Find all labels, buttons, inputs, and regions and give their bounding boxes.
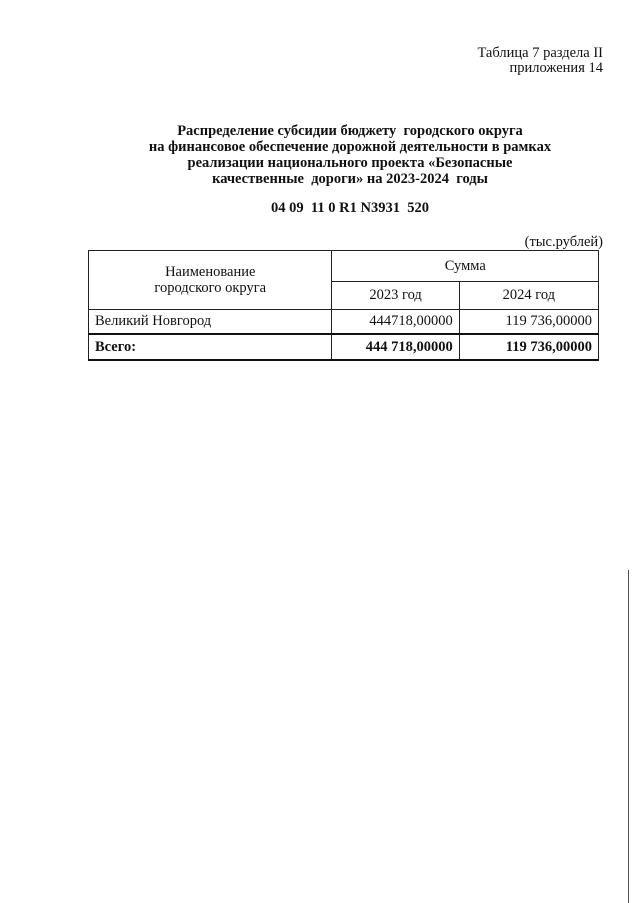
budget-classification-code: 04 09 11 0 R1 N3931 520 [271,200,429,216]
appendix-reference [353,46,603,76]
title-line-4: качественные дороги» на 2023-2024 годы [212,171,488,187]
column-header-2023: 2023 год [332,282,459,310]
document-title [60,123,640,187]
title-line-3: реализации национального проекта «Безопасные [187,155,513,171]
total-value-2023: 444 718,00000 [332,334,459,360]
total-label: Всего: [89,334,332,360]
title-line-2: на финансовое обеспечение дорожной деятельности в рамках [148,139,552,155]
scan-edge-line [628,570,629,903]
title-line-1: Распределение субсидии бюджету городского округа [177,123,523,139]
column-header-name [89,251,332,310]
appendix-number: приложения 14 [509,60,603,76]
units-label: (тыс.рублей) [524,234,603,250]
subsidy-table [88,250,599,361]
column-header-name-text: Наименование городского округа [154,264,267,296]
table-reference: Таблица 7 раздела II [477,45,603,61]
row-municipality-name: Великий Новгород [89,310,332,335]
table-row [89,310,599,335]
row-value-2023: 444718,00000 [332,310,459,335]
table-header-row [89,251,599,282]
column-header-sum: Сумма [332,251,599,282]
total-value-2024: 119 736,00000 [459,334,598,360]
column-header-2024: 2024 год [459,282,598,310]
table-total-row [89,334,599,360]
row-value-2024: 119 736,00000 [459,310,598,335]
